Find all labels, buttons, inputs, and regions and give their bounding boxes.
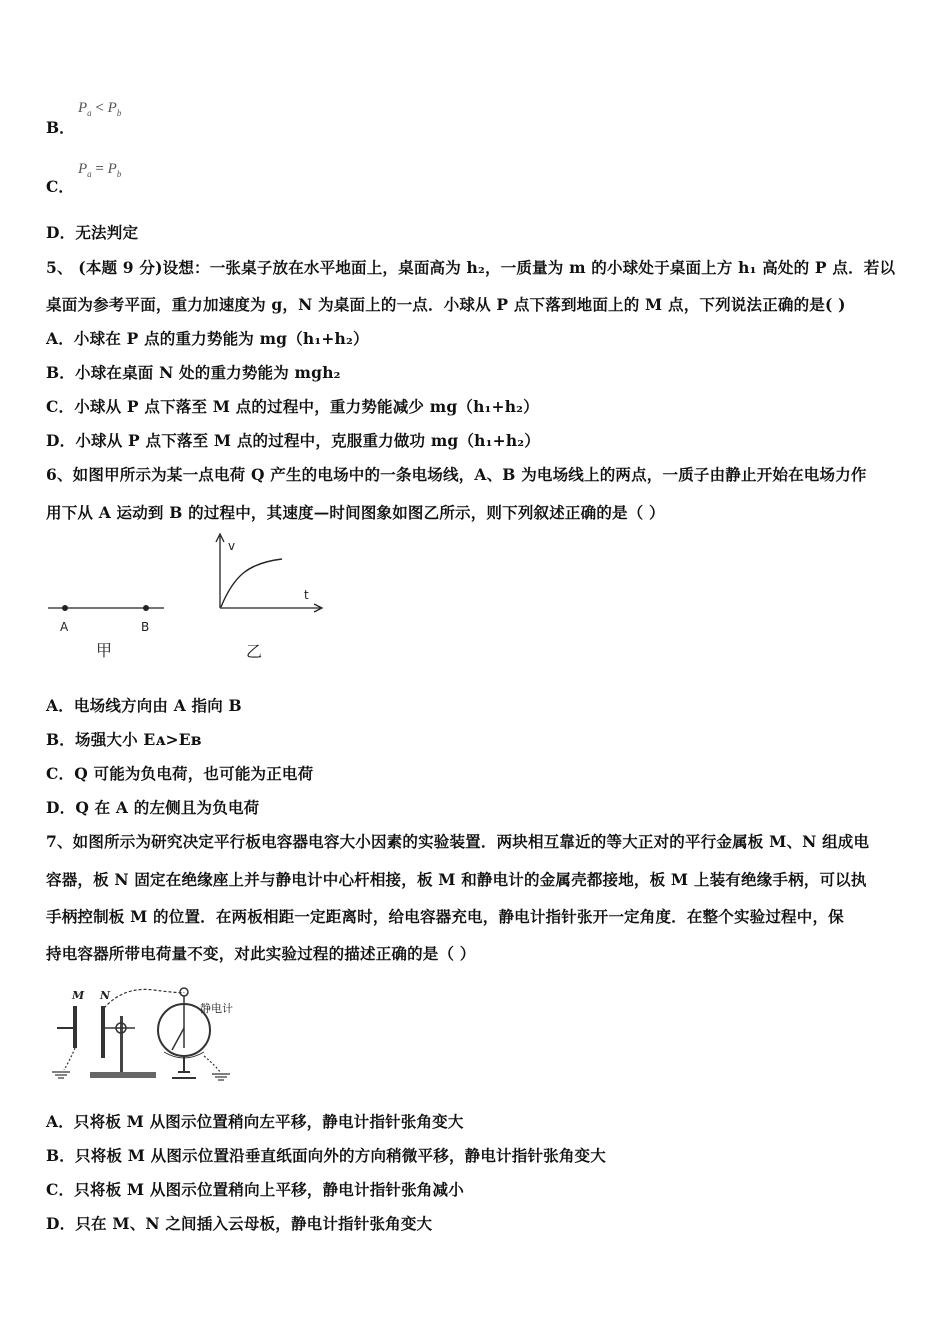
q4-option-d: D．无法判定 (46, 223, 139, 242)
point-b-label: B (141, 620, 150, 634)
q6-option-d: D．Q 在 A 的左侧且为负电荷 (46, 798, 260, 817)
q7-capacitor-figure (44, 978, 244, 1088)
point-a-label: A (60, 620, 69, 634)
v-axis-label: v (228, 539, 236, 553)
electroscope-label: 静电计 (200, 1002, 233, 1015)
plate-n (101, 1006, 105, 1058)
plate-n-base (90, 1072, 156, 1078)
q5-option-c: C．小球从 P 点下落至 M 点的过程中，重力势能减少 mg（h₁+h₂） (46, 397, 539, 416)
q7-stem-line3: 手柄控制板 M 的位置．在两板相距一定距离时，给电容器充电，静电计指针张开一定角度．在整个实验过程中，保 (46, 907, 844, 926)
q4-option-c-label: C． (46, 177, 74, 196)
q6-option-b: B．场强大小 Eᴀ>Eʙ (46, 730, 202, 749)
q6-option-a: A．电场线方向由 A 指向 B (46, 696, 242, 715)
t-axis-label: t (304, 588, 309, 602)
caption-jia: 甲 (96, 641, 113, 660)
q7-stem-line1: 7、如图所示为研究决定平行板电容器电容大小因素的实验装置．两块相互靠近的等大正对的平行金属板 M、N 组成电 (46, 832, 870, 851)
q6-option-c: C．Q 可能为负电荷，也可能为正电荷 (46, 764, 314, 783)
q6-figure (44, 530, 344, 665)
q5-option-a: A．小球在 P 点的重力势能为 mg（h₁+h₂） (46, 329, 369, 348)
velocity-curve (221, 559, 282, 607)
plate-n-label: N (100, 989, 111, 1002)
point-b-dot (143, 605, 149, 611)
q5-stem-line1: 5、 (本题 9 分)设想：一张桌子放在水平地面上，桌面高为 h₂，一质量为 m 的小球处于桌面上方 h₁ 高处的 P 点．若以 (46, 258, 896, 277)
q4-option-c-formula: $P_a = P_b$ (78, 161, 122, 179)
plate-m (73, 1006, 77, 1048)
q7-option-d: D．只在 M、N 之间插入云母板，静电计指针张角变大 (46, 1214, 433, 1233)
q6-stem-line1: 6、如图甲所示为某一点电荷 Q 产生的电场中的一条电场线，A、B 为电场线上的两点，一质子由静止开始在电场力作 (46, 465, 867, 484)
plate-n-stand-pole (120, 1016, 123, 1072)
q7-option-c: C．只将板 M 从图示位置稍向上平移，静电计指针张角减小 (46, 1180, 464, 1199)
q6-stem-line2: 用下从 A 运动到 B 的过程中，其速度—时间图象如图乙所示，则下列叙述正确的是（ ） (46, 503, 665, 522)
q7-option-b: B．只将板 M 从图示位置沿垂直纸面向外的方向稍微平移，静电计指针张角变大 (46, 1146, 606, 1165)
q7-stem-line4: 持电容器所带电荷量不变，对此实验过程的描述正确的是（ ） (46, 944, 476, 963)
plate-m-label: M (72, 989, 85, 1002)
q5-option-b: B．小球在桌面 N 处的重力势能为 mgh₂ (46, 363, 341, 382)
electroscope-stand (172, 1056, 196, 1078)
point-a-dot (62, 605, 68, 611)
connecting-wire (104, 989, 184, 1008)
q4-option-b-label: B． (46, 118, 75, 137)
electroscope-needle (172, 1028, 184, 1050)
q4-option-b-formula: $P_a < P_b$ (78, 100, 122, 118)
q7-option-a: A．只将板 M 从图示位置稍向左平移，静电计指针张角变大 (46, 1112, 464, 1131)
q7-stem-line2: 容器，板 N 固定在绝缘座上并与静电计中心杆相接，板 M 和静电计的金属壳都接地，板 M 上装有绝缘手柄，可以执 (46, 870, 867, 889)
q5-stem-line2: 桌面为参考平面，重力加速度为 g，N 为桌面上的一点．小球从 P 点下落到地面上的 M 点，下列说法正确的是( ) (46, 295, 846, 314)
q5-option-d: D．小球从 P 点下落至 M 点的过程中，克服重力做功 mg（h₁+h₂） (46, 431, 540, 450)
caption-yi: 乙 (246, 642, 263, 661)
meter-ground-wire (204, 1056, 220, 1072)
plate-m-ground-wire (64, 1048, 75, 1070)
